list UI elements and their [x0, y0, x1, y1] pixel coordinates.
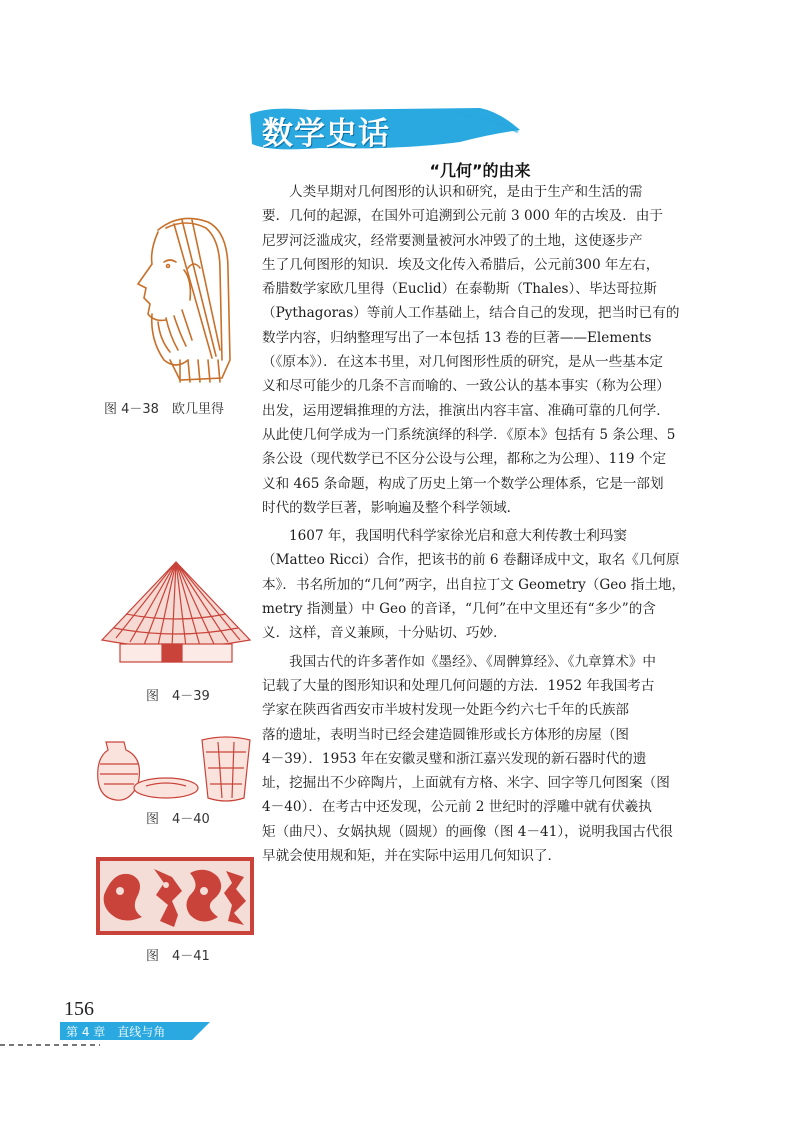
figure-caption-4-41: 图 4－41 [146, 949, 210, 964]
text-line: 址，挖掘出不少碎陶片，上面就有方格、米字、回字等几何图案（图 [262, 775, 670, 792]
text-line: （《原本》）．在这本书里，对几何图形性质的研究，是从一些基本定 [262, 354, 664, 371]
text-line: （Pythagoras）等前人工作基础上，结合自己的发现，把当时已有的 [262, 305, 680, 322]
article-body [262, 180, 702, 868]
text-line: 时代的数学巨著，影响遍及整个科学领域． [262, 499, 521, 516]
text-line: （Matteo Ricci）合作，把该书的前 6 卷翻译成中文，取名《几何原 [262, 552, 680, 569]
text-line: 要．几何的起源，在国外可追溯到公元前 3 000 年的古埃及．由于 [262, 208, 663, 225]
footer-divider [0, 1044, 100, 1046]
relief-carving-figure [94, 855, 256, 937]
text-line: 义和 465 条命题，构成了历史上第一个数学公理体系，它是一部划 [262, 475, 664, 492]
text-line: 出发，运用逻辑推理的方法，推演出内容丰富、准确可靠的几何学． [262, 402, 670, 419]
paragraph-2 [262, 524, 702, 645]
text-line: 1607 年，我国明代科学家徐光启和意大利传教士利玛窦 [289, 528, 627, 545]
text-line: 4－39）．1953 年在安徽灵璧和浙江嘉兴发现的新石器时代的遗 [262, 750, 647, 767]
figure-caption-4-40: 图 4－40 [146, 812, 210, 827]
text-line: 希腊数学家欧几里得（Euclid）在泰勒斯（Thales）、毕达哥拉斯 [262, 281, 657, 298]
article-title: “几何”的由来 [429, 161, 531, 180]
text-line: 落的遗址，表明当时已经会建造圆锥形或长方体形的房屋（图 [262, 726, 630, 743]
text-line: 我国古代的许多著作如《墨经》、《周髀算经》、《九章算术》中 [289, 653, 657, 670]
text-line: 数学内容，归纳整理写出了一本包括 13 卷的巨著——Elements [262, 329, 652, 346]
text-line: 矩（曲尺）、女娲执规（圆规）的画像（图 4－41），说明我国古代很 [262, 823, 673, 840]
pottery-figure [94, 728, 256, 808]
chapter-label: 第 4 章 直线与角 [66, 1025, 166, 1039]
thatched-hut-figure [96, 558, 256, 668]
text-line: 记载了大量的图形知识和处理几何问题的方法．1952 年我国考古 [262, 677, 655, 694]
text-line: 尼罗河泛滥成灾，经常要测量被河水冲毁了的土地，这使逐步产 [262, 232, 643, 249]
text-line: 人类早期对几何图形的认识和研究，是由于生产和生活的需 [289, 184, 643, 200]
text-line: 4－40）．在考古中还发现，公元前 2 世纪时的浮雕中就有伏羲执 [262, 799, 652, 816]
text-line: metry 指测量）中 Geo 的音译，“几何”在中文里还有“多少”的含 [262, 601, 656, 618]
page-number: 156 [64, 998, 94, 1020]
figure-caption-4-38: 图 4－38 欧几里得 [104, 402, 224, 417]
banner-title: 数学史话 [262, 116, 390, 152]
text-line: 本》．书名所加的“几何”两字，出自拉丁文 Geometry（Geo 指土地， [262, 576, 686, 593]
text-line: 义．这样，音义兼顾，十分贴切、巧妙． [262, 625, 507, 642]
text-line: 条公设（现代数学已不区分公设与公理，都称之为公理）、119 个定 [262, 451, 667, 468]
text-line: 从此使几何学成为一门系统演绎的科学．《原本》包括有 5 条公理、5 [262, 426, 676, 443]
paragraph-1 [262, 180, 702, 520]
euclid-portrait-figure [110, 210, 250, 390]
text-line: 义和尽可能少的几条不言而喻的、一致公认的基本事实（称为公理） [262, 378, 670, 395]
text-line: 学家在陕西省西安市半坡村发现一处距今约六七千年的氏族部 [262, 702, 630, 719]
text-line: 生了几何图形的知识．埃及文化传入希腊后，公元前300 年左右， [262, 256, 660, 273]
paragraph-3 [262, 650, 702, 869]
text-line: 早就会使用规和矩，并在实际中运用几何知识了． [262, 848, 562, 865]
figure-caption-4-39: 图 4－39 [146, 689, 210, 704]
